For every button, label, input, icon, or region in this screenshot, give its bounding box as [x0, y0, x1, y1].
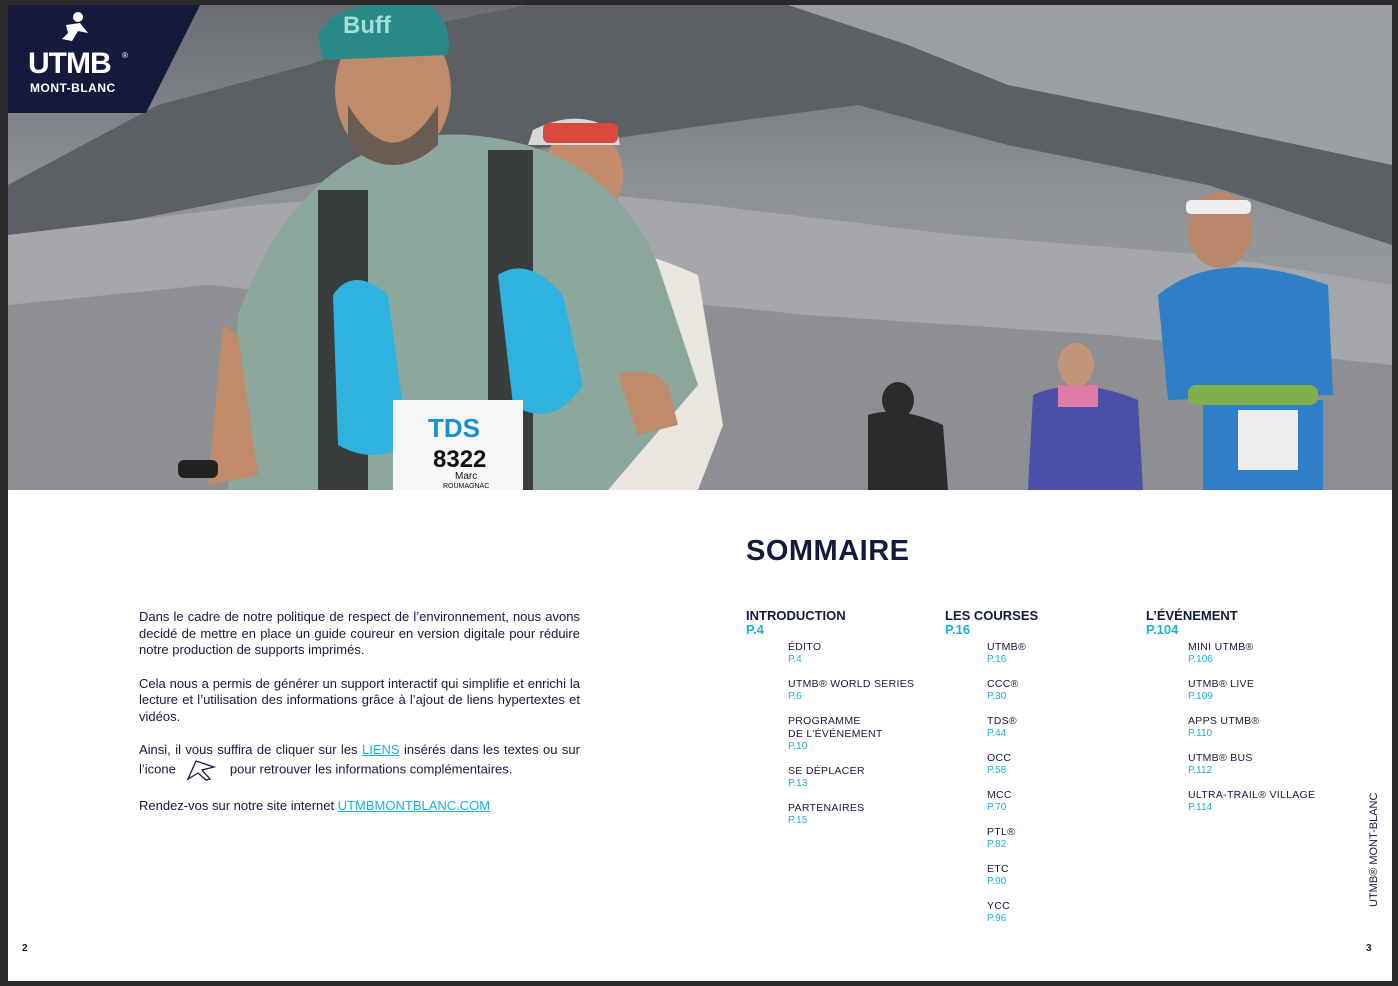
toc-section-heading[interactable]: LES COURSES: [945, 608, 1039, 623]
page-number-right: 3: [1366, 943, 1372, 954]
website-link[interactable]: UTMBMONTBLANC.COM: [337, 797, 491, 813]
bib-last-name: ROUMAGNAC: [443, 483, 490, 490]
logo-wordmark: UTMB: [28, 47, 111, 80]
toc-item[interactable]: PTL® P.82: [987, 826, 1016, 850]
toc-section-heading[interactable]: L’ÉVÉNEMENT: [1146, 608, 1238, 623]
toc-item[interactable]: TDS® P.44: [987, 715, 1017, 739]
toc-item[interactable]: CCC® P.30: [987, 678, 1019, 702]
toc-item[interactable]: ULTRA-TRAIL® VILLAGE P.114: [1188, 789, 1316, 813]
toc-section-page[interactable]: P.4: [746, 622, 764, 637]
toc-item[interactable]: UTMB® P.16: [987, 641, 1026, 665]
utmb-logo[interactable]: [8, 5, 203, 113]
logo-subtitle: MONT-BLANC: [30, 81, 116, 95]
bib-event-text: TDS: [428, 413, 480, 443]
toc-section-heading[interactable]: INTRODUCTION: [746, 608, 846, 623]
intro-paragraph-1: Dans le cadre de notre politique de respect de l’environnement, nous avons decidé de mettre en place un guide coureur en version digitale pour réduire notre production de supports imprimés.: [139, 609, 580, 657]
side-brand-text: UTMB® MONT-BLANC: [1368, 792, 1380, 907]
toc-item[interactable]: OCC P.58: [987, 752, 1012, 776]
pointer-arrow-icon: [182, 759, 216, 781]
toc-item[interactable]: ETC P.90: [987, 863, 1009, 887]
toc-title: SOMMAIRE: [746, 535, 910, 567]
document-spread: [8, 5, 1392, 981]
cap-logo-text: Buff: [343, 12, 391, 39]
page-number-left: 2: [22, 943, 28, 954]
liens-link[interactable]: LIENS: [361, 742, 400, 757]
toc-item[interactable]: UTMB® WORLD SERIES P.6: [788, 678, 915, 702]
toc-item[interactable]: UTMB® LIVE P.109: [1188, 678, 1255, 702]
intro-paragraph-2: Cela nous a permis de générer un support interactif qui simplifie et enrichi la lecture et l’utilisation des informations grâce à l’ajout de liens hypertextes et vidéos.: [139, 675, 580, 724]
logo-registered: ®: [122, 51, 128, 60]
toc-item[interactable]: UTMB® BUS P.112: [1188, 752, 1253, 776]
toc-item[interactable]: SE DÉPLACER P.13: [788, 765, 865, 789]
toc-item[interactable]: PROGRAMME DE L’ÉVÉNEMENT P.10: [788, 715, 883, 752]
toc-column-introduction: [746, 608, 915, 826]
hero-illustration: [8, 5, 1392, 490]
toc-column-courses: [945, 608, 1039, 924]
toc-section-page[interactable]: P.104: [1146, 622, 1179, 637]
toc-column-evenement: [1146, 608, 1316, 813]
bib-number-text: 8322: [433, 446, 487, 473]
toc-item[interactable]: MCC P.70: [987, 789, 1012, 813]
hero-photo: [8, 5, 1392, 490]
intro-paragraph-4: Rendez-vos sur notre site internet UTMBMONTBLANC.COM: [139, 797, 491, 813]
toc-item[interactable]: PARTENAIRES P.15: [788, 802, 865, 826]
intro-paragraph-3: Ainsi, il vous suffira de cliquer sur les LIENS insérés dans les textes ou sur l’icone pour retrouver les informations complémentaires.: [139, 742, 580, 781]
toc-item[interactable]: ÉDITO P.4: [788, 641, 822, 665]
toc-item[interactable]: MINI UTMB® P.106: [1188, 641, 1254, 665]
toc-section-page[interactable]: P.16: [945, 622, 971, 637]
intro-text-block: [139, 609, 580, 831]
toc-item[interactable]: APPS UTMB® P.110: [1188, 715, 1260, 739]
toc-item[interactable]: YCC P.96: [987, 900, 1011, 924]
bib-first-name: Marc: [455, 471, 478, 482]
